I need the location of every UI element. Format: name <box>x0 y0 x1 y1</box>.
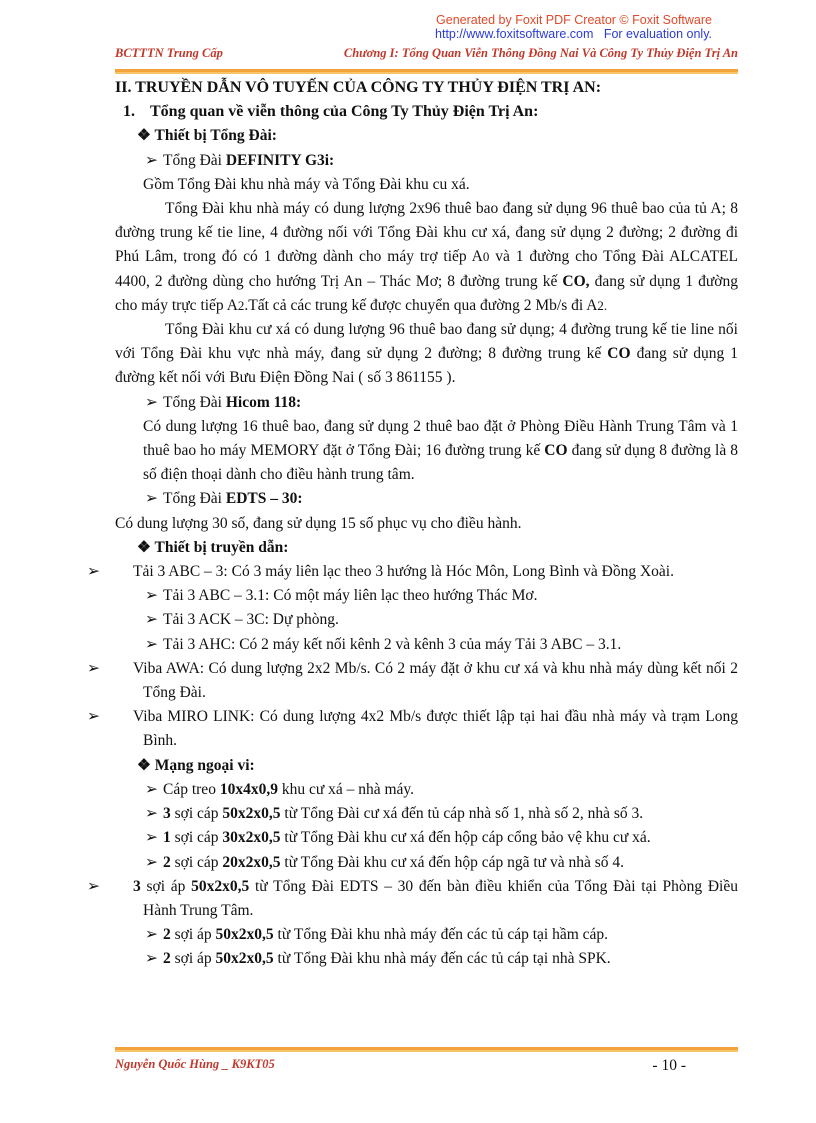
watermark-note: For evaluation only. <box>603 27 712 41</box>
heading-tong-dai: ❖ Thiết bị Tổng Đài: <box>137 127 277 145</box>
item-edts: ➢ Tổng Đài EDTS – 30: <box>115 487 738 511</box>
header-left: BCTTTN Trung Cấp <box>115 46 223 60</box>
page-footer <box>115 1057 686 1075</box>
watermark-line2 <box>435 27 712 41</box>
subsection-text: Tổng quan về viễn thông của Công Ty Thủy Điện Trị An: <box>150 103 539 121</box>
paragraph-edts: Có dung lượng 30 số, đang sử dụng 15 số phục vụ cho điều hành. <box>115 514 522 532</box>
heading-truyen-dan: ❖ Thiết bị truyền dẫn: <box>137 538 289 556</box>
footer-author: Nguyễn Quốc Hùng _ K9KT05 <box>115 1057 275 1071</box>
arrow-icon: ➢ <box>145 635 158 653</box>
list-item: ➢ 3 sợi áp 50x2x0,5 từ Tổng Đài EDTS – 30 đến bàn điều khiển của Tổng Đài tại Phòng Điều Hành Trung Tâm. <box>115 875 738 923</box>
arrow-icon: ➢ <box>87 877 100 895</box>
list-item: ➢ Viba AWA: Có dung lượng 2x2 Mb/s. Có 2 máy đặt ở khu cư xá và khu nhà máy dùng kết nối 2 Tổng Đài. <box>115 657 738 705</box>
list-item: ➢ Viba MIRO LINK: Có dung lượng 4x2 Mb/s được thiết lập tại hai đầu nhà máy và trạm Long Bình. <box>115 705 738 753</box>
arrow-icon: ➢ <box>145 950 158 968</box>
page-header <box>115 46 738 61</box>
diamond-icon: ❖ <box>137 127 151 145</box>
header-right: Chương I: Tổng Quan Viễn Thông Đồng Nai Và Công Ty Thủy Điện Trị An <box>343 46 738 60</box>
arrow-icon: ➢ <box>145 151 158 169</box>
list-truyen-dan <box>87 560 738 754</box>
arrow-icon: ➢ <box>145 926 158 944</box>
arrow-icon: ➢ <box>145 853 158 871</box>
list-ngoai-vi <box>87 778 738 972</box>
list-item: ➢ 2 sợi áp 50x2x0,5 từ Tổng Đài khu nhà máy đến các tủ cáp tại nhà SPK. <box>115 947 738 971</box>
arrow-icon: ➢ <box>145 780 158 798</box>
section-title: II. TRUYỀN DẪN VÔ TUYẾN CỦA CÔNG TY THỦY ĐIỆN TRỊ AN: <box>115 79 602 96</box>
list-item: ➢ Tải 3 AHC: Có 2 máy kết nối kênh 2 và kênh 3 của máy Tải 3 ABC – 3.1. <box>115 633 738 657</box>
page-number: - 10 - <box>652 1057 686 1074</box>
list-item: ➢ 3 sợi cáp 50x2x0,5 từ Tổng Đài cư xá đến tủ cáp nhà số 1, nhà số 2, nhà số 3. <box>115 802 738 826</box>
list-item: ➢ 1 sợi cáp 30x2x0,5 từ Tổng Đài khu cư xá đến hộp cáp cổng bảo vệ khu cư xá. <box>115 826 738 850</box>
arrow-icon: ➢ <box>145 805 158 823</box>
diamond-icon: ❖ <box>137 538 151 556</box>
paragraph-hicom: Có dung lượng 16 thuê bao, đang sử dụng 2 thuê bao đặt ở Phòng Điều Hành Trung Tâm và 1 thuê bao ho máy MEMORY đặt ở Tổng Đài; 16 đường trung kế CO đang sử dụng 8 đường là 8 số điện thoại dành cho điều hành trung tâm. <box>143 417 738 484</box>
arrow-icon: ➢ <box>145 490 158 508</box>
paragraph-gom: Gồm Tổng Đài khu nhà máy và Tổng Đài khu cu xá. <box>143 175 470 193</box>
subsection-number: 1. <box>123 103 135 121</box>
arrow-icon: ➢ <box>87 708 100 726</box>
paragraph-nha-may: Tổng Đài khu nhà máy có dung lượng 2x96 thuê bao đang sử dụng 96 thuê bao của tủ A; 8 đường trung kế tie line, 4 đường nối với Tổng Đài khu cư xá, đang sử dụng 2 đường; 2 đường đi Phú Lâm, trong đó có 1 đường dành cho máy trợ tiếp A0 và 1 đường cho Tổng Đài ALCATEL 4400, 2 đường dùng cho hướng Trị An – Thác Mơ; 8 đường trung kế CO, đang sử dụng 1 đường cho máy trực tiếp A2.Tất cả các trung kế được chuyển qua đường 2 Mb/s đi A2. <box>115 200 738 314</box>
list-item: ➢ Cáp treo 10x4x0,9 khu cư xá – nhà máy. <box>115 778 738 802</box>
item-hicom: ➢ Tổng Đài Hicom 118: <box>115 391 738 415</box>
arrow-icon: ➢ <box>145 611 158 629</box>
arrow-icon: ➢ <box>145 587 158 605</box>
arrow-icon: ➢ <box>87 563 100 581</box>
heading-ngoai-vi: ❖ Mạng ngoại vi: <box>137 756 255 774</box>
arrow-icon: ➢ <box>87 659 100 677</box>
footer-rule <box>115 1047 738 1052</box>
page-body <box>87 76 739 972</box>
diamond-icon: ❖ <box>137 756 151 774</box>
item-definity: ➢ Tổng Đài DEFINITY G3i: <box>115 149 738 173</box>
watermark-url[interactable]: http://www.foxitsoftware.com <box>435 27 594 41</box>
arrow-icon: ➢ <box>145 393 158 411</box>
foxit-watermark <box>435 13 712 41</box>
list-item: ➢ Tải 3 ACK – 3C: Dự phòng. <box>115 608 738 632</box>
subsection-title <box>115 100 738 124</box>
arrow-icon: ➢ <box>145 829 158 847</box>
list-item: ➢ 2 sợi áp 50x2x0,5 từ Tổng Đài khu nhà máy đến các tủ cáp tại hầm cáp. <box>115 923 738 947</box>
list-item: ➢ Tải 3 ABC – 3.1: Có một máy liên lạc theo hướng Thác Mơ. <box>115 584 738 608</box>
paragraph-cu-xa: Tổng Đài khu cư xá có dung lượng 96 thuê bao đang sử dụng; 4 đường trung kế tie line nối với Tổng Đài khu vực nhà máy, đang sử dụng 2 đường; 8 đường trung kế CO đang sử dụng 1 đường kết nối với Bưu Điện Đồng Nai ( số 3 861155 ). <box>115 321 739 387</box>
list-item: ➢ 2 sợi cáp 20x2x0,5 từ Tổng Đài khu cư xá đến hộp cáp ngã tư và nhà số 4. <box>115 851 738 875</box>
list-item: ➢ Tải 3 ABC – 3: Có 3 máy liên lạc theo 3 hướng là Hóc Môn, Long Bình và Đồng Xoài. <box>115 560 738 584</box>
header-rule <box>115 69 738 74</box>
watermark-line1: Generated by Foxit PDF Creator © Foxit Software <box>436 13 712 27</box>
